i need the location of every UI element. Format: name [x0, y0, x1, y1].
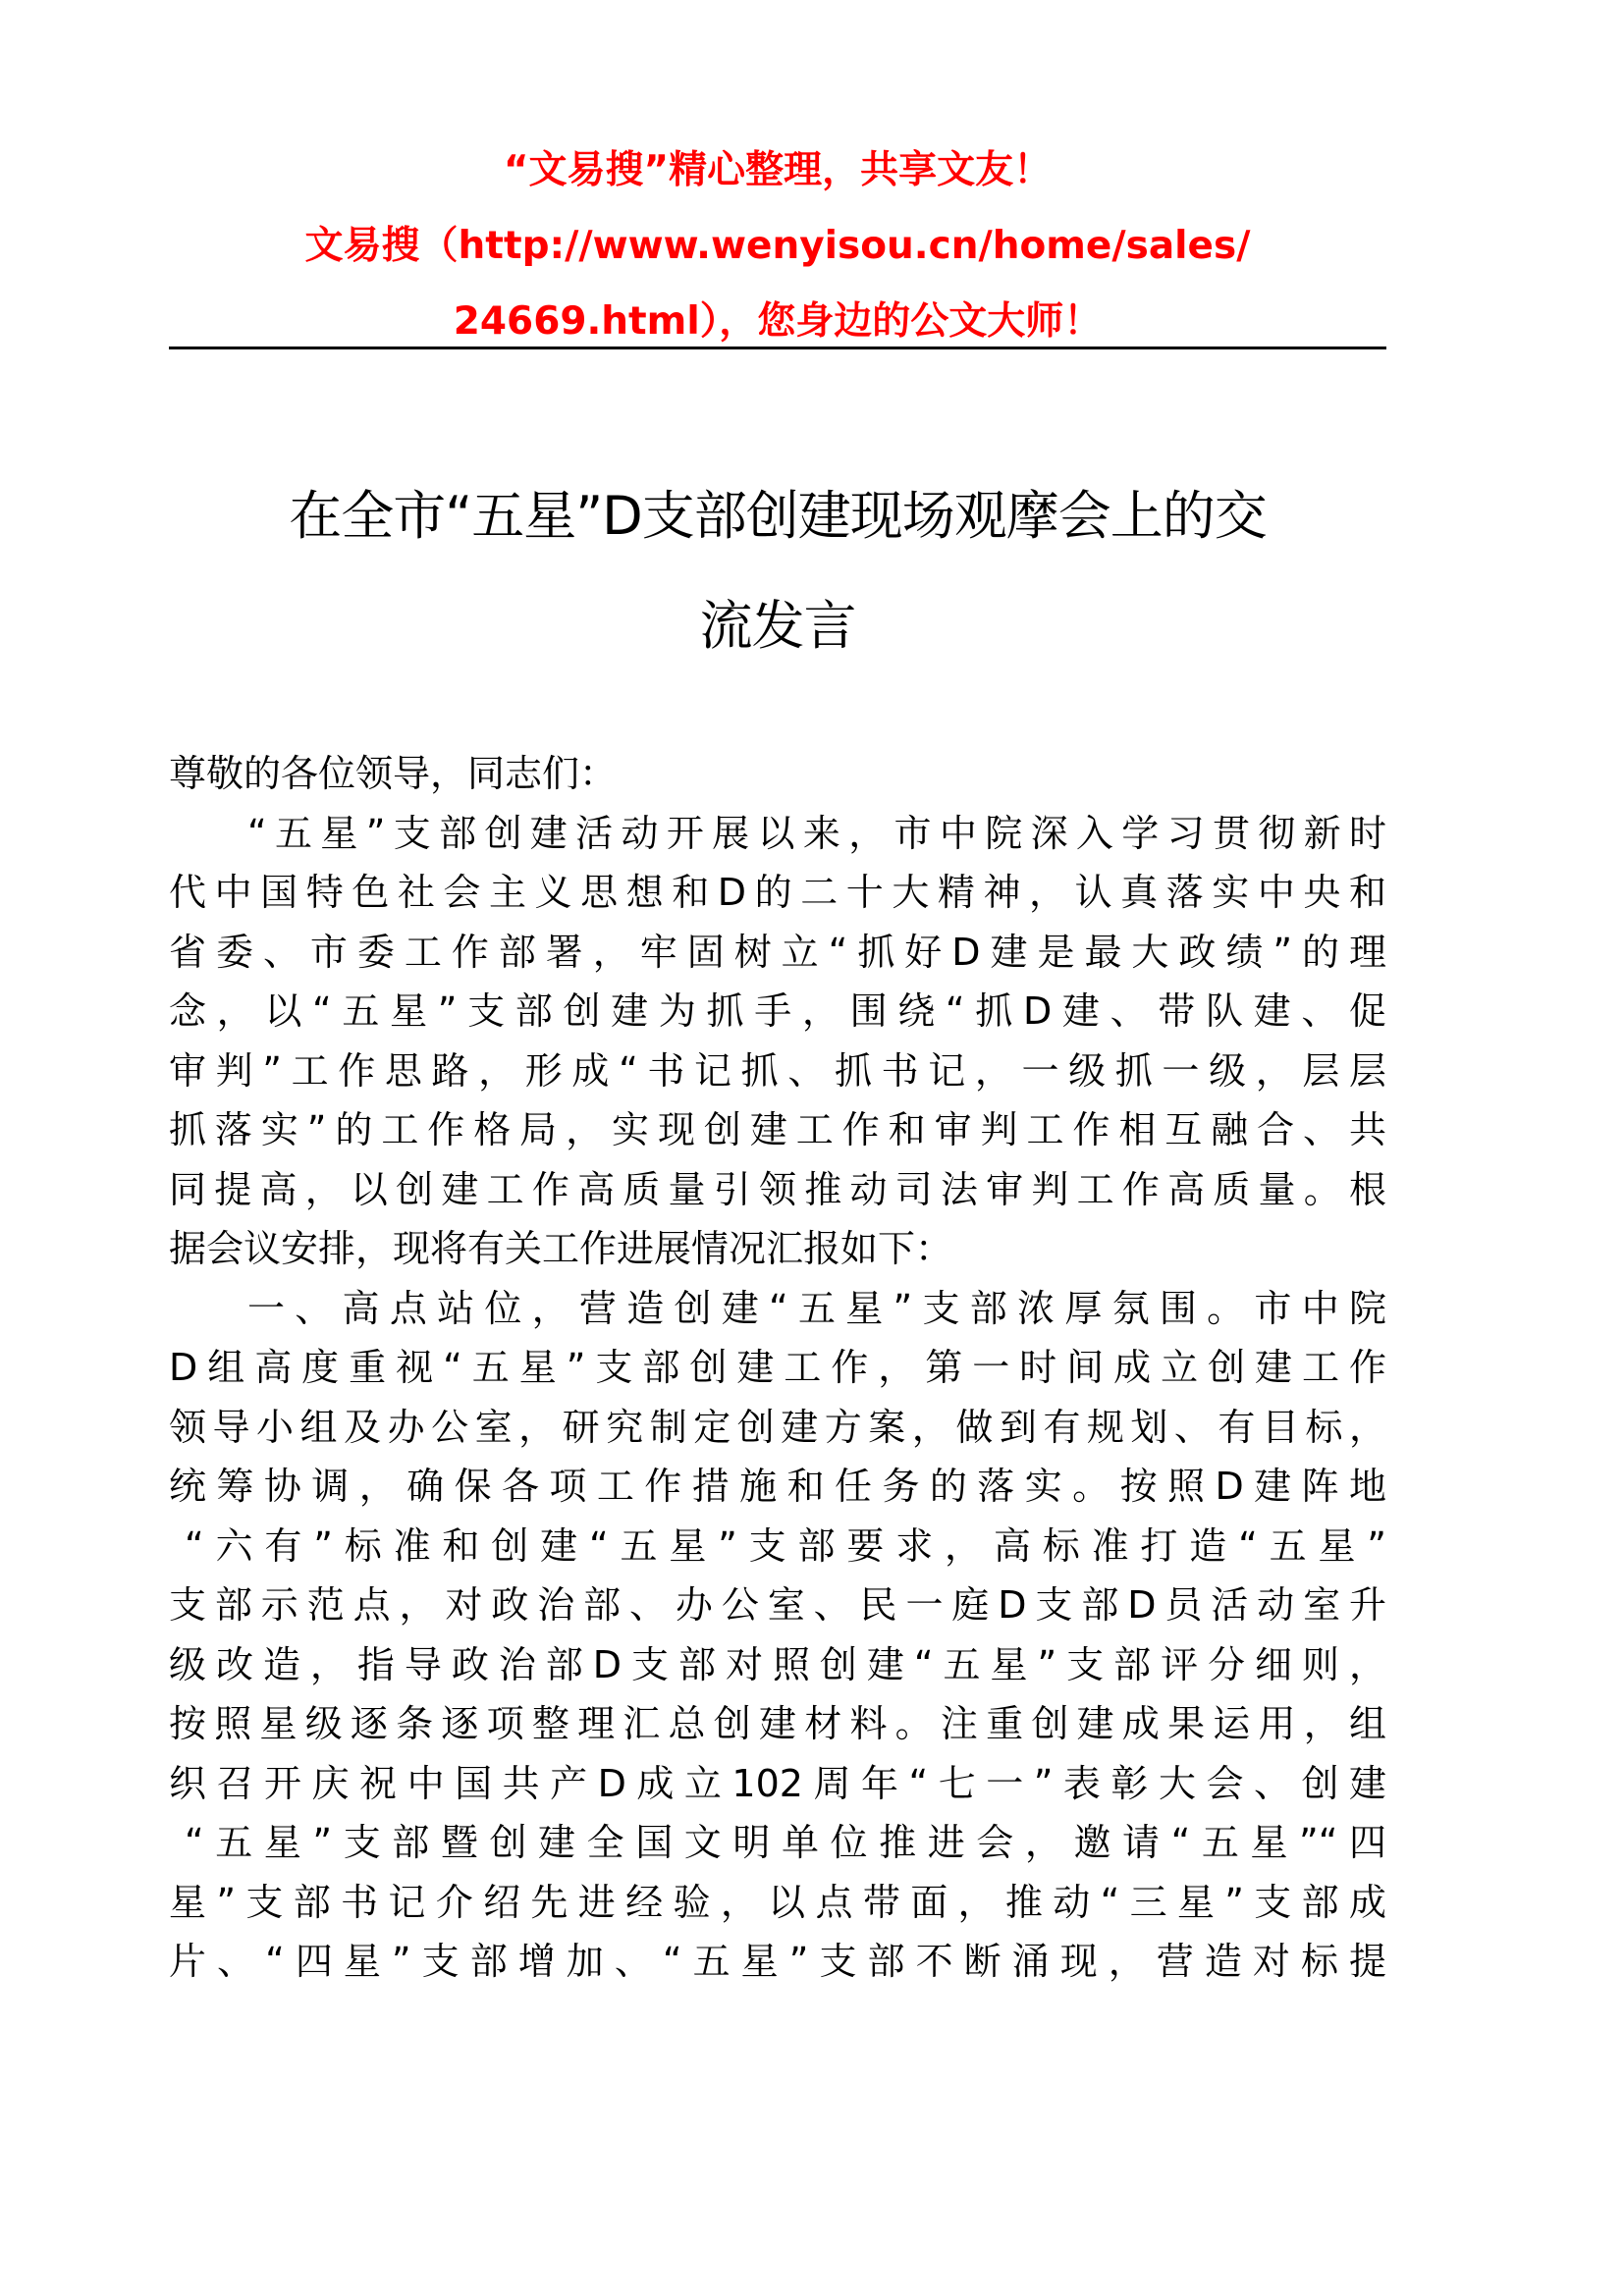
paragraph-2-line: “六有”标准和创建“五星”支部要求，高标准打造“五星”	[185, 1523, 1386, 1568]
header-line-tagline: 24669.html），您身边的公文大师！	[453, 299, 1103, 344]
paragraph-2-line: 统筹协调，确保各项工作措施和任务的落实。按照D建阵地	[169, 1465, 1386, 1508]
paragraph-1-line: 念，以“五星”支部创建为抓手，围绕“抓D建、带队建、促	[169, 989, 1386, 1033]
paragraph-2-line: 织召开庆祝中国共产D成立102周年“七一”表彰大会、创建	[169, 1761, 1386, 1805]
paragraph-2-line: “五星”支部暨创建全国文明单位推进会，邀请“五星”“四	[185, 1821, 1386, 1864]
paragraph-2-line: D组高度重视“五星”支部创建工作，第一时间成立创建工作	[169, 1346, 1386, 1389]
paragraph-1-line: 抓落实”的工作格局，实现创建工作和审判工作相互融合、共	[169, 1108, 1386, 1151]
paragraph-2-line: 按照星级逐条逐项整理汇总创建材料。注重创建成果运用，组	[169, 1702, 1386, 1745]
paragraph-2-line: 星”支部书记介绍先进经验，以点带面，推动“三星”支部成	[169, 1880, 1386, 1924]
paragraph-1-line: 省委、市委工作部署，牢固树立“抓好D建是最大政绩”的理	[169, 930, 1386, 974]
paragraph-2-line: 片、“四星”支部增加、“五星”支部不断涌现，营造对标提	[169, 1940, 1386, 1983]
paragraph-1-line: 审判”工作思路，形成“书记抓、抓书记，一级抓一级，层层	[169, 1048, 1386, 1093]
paragraph-1-line: “五星”支部创建活动开展以来，市中院深入学习贯彻新时	[247, 811, 1386, 855]
paragraph-2-line: 一、高点站位，营造创建“五星”支部浓厚氛围。市中院	[247, 1286, 1386, 1330]
title-line-1: 在全市“五星”D支部创建现场观摩会上的交	[289, 485, 1267, 547]
salutation: 尊敬的各位领导，同志们：	[169, 752, 618, 795]
paragraph-1-line: 据会议安排，现将有关工作进展情况汇报如下：	[169, 1227, 953, 1270]
paragraph-2-line: 支部示范点，对政治部、办公室、民一庭D支部D员活动室升	[169, 1583, 1386, 1627]
watermark-header	[169, 133, 1386, 359]
title-line-2: 流发言	[699, 595, 856, 657]
header-divider	[169, 347, 1386, 349]
document-title	[169, 461, 1386, 681]
header-line-url: 文易搜（http://www.wenyisou.cn/home/sales/	[304, 224, 1251, 268]
header-line-slogan: “文易搜”精心整理，共享文友！	[503, 148, 1053, 192]
paragraph-1-line: 同提高，以创建工作高质量引领推动司法审判工作高质量。根	[169, 1167, 1386, 1211]
paragraph-2-line: 级改造，指导政治部D支部对照创建“五星”支部评分细则，	[169, 1642, 1386, 1686]
document-body	[169, 744, 1386, 1992]
paragraph-2-line: 领导小组及办公室，研究制定创建方案，做到有规划、有目标，	[169, 1405, 1386, 1449]
paragraph-1-line: 代中国特色社会主义思想和D的二十大精神，认真落实中央和	[169, 871, 1386, 914]
